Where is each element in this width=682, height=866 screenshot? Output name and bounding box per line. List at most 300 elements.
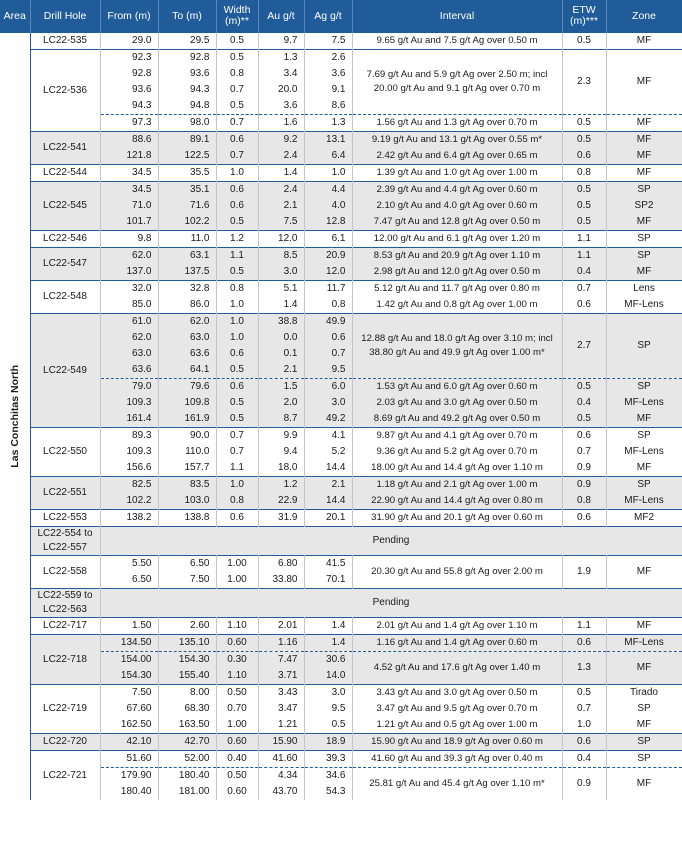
au-cell: 12.0 [258,231,304,248]
au-cell: 1.21 [258,717,304,734]
to-cell: 6.50 [158,556,216,573]
etw-cell: 0.6 [562,734,606,751]
from-cell: 5.50 [100,556,158,573]
to-cell: 135.10 [158,635,216,652]
etw-cell: 0.6 [562,297,606,314]
etw-cell: 0.6 [562,635,606,652]
drill-hole-cell [30,527,100,556]
au-cell: 5.1 [258,281,304,298]
drill-hole-cell: LC22-551 [30,477,100,510]
width-cell: 0.6 [216,132,258,149]
ag-cell: 9.5 [304,701,352,717]
width-cell: 0.6 [216,182,258,199]
from-cell: 42.10 [100,734,158,751]
zone-cell: MF [606,652,682,685]
zone-cell: MF [606,148,682,165]
from-cell: 63.0 [100,346,158,362]
to-cell: 180.40 [158,768,216,785]
zone-cell: MF [606,768,682,801]
ag-cell: 4.1 [304,428,352,445]
ag-cell: 14.0 [304,668,352,685]
ag-cell: 6.1 [304,231,352,248]
etw-cell: 0.7 [562,281,606,298]
to-cell: 63.6 [158,346,216,362]
etw-cell: 0.4 [562,264,606,281]
zone-cell: SP [606,182,682,199]
width-cell: 0.7 [216,428,258,445]
etw-cell: 0.4 [562,751,606,768]
zone-cell: MF-Lens [606,493,682,510]
table-row [0,264,682,281]
interval-cell: 18.00 g/t Au and 14.4 g/t Ag over 1.10 m [352,460,562,477]
au-cell: 38.8 [258,314,304,331]
table-row [0,50,682,67]
table-row [0,701,682,717]
zone-cell: MF [606,460,682,477]
au-cell: 41.60 [258,751,304,768]
interval-cell: 3.43 g/t Au and 3.0 g/t Ag over 0.50 m [352,685,562,702]
from-cell: 97.3 [100,115,158,132]
table-row [0,444,682,460]
ag-cell: 6.4 [304,148,352,165]
col-area: Area [0,0,30,33]
etw-cell: 0.7 [562,444,606,460]
zone-cell: MF [606,214,682,231]
hole-range-end: LC22-557 [43,542,87,553]
ag-cell: 0.7 [304,346,352,362]
to-cell: 163.50 [158,717,216,734]
zone-cell: Lens [606,281,682,298]
au-cell: 7.47 [258,652,304,669]
table-row [0,297,682,314]
col-from: From (m) [100,0,158,33]
drill-hole-cell: LC22-546 [30,231,100,248]
au-cell: 3.0 [258,264,304,281]
ag-cell: 7.5 [304,33,352,50]
interval-cell: 7.47 g/t Au and 12.8 g/t Ag over 0.50 m [352,214,562,231]
to-cell: 92.8 [158,50,216,67]
pending-cell: Pending [100,589,682,618]
table-row [0,477,682,494]
zone-cell: SP [606,734,682,751]
drill-hole-cell: LC22-721 [30,751,100,801]
to-cell: 52.00 [158,751,216,768]
etw-cell: 0.6 [562,428,606,445]
pending-cell: Pending [100,527,682,556]
etw-cell: 1.1 [562,248,606,265]
interval-cell: 1.21 g/t Au and 0.5 g/t Ag over 1.00 m [352,717,562,734]
from-cell: 63.6 [100,362,158,379]
drill-hole-cell: LC22-547 [30,248,100,281]
from-cell: 109.3 [100,395,158,411]
to-cell: 42.70 [158,734,216,751]
au-cell: 3.6 [258,98,304,115]
to-cell: 181.00 [158,784,216,800]
ag-cell: 9.5 [304,362,352,379]
ag-cell: 6.0 [304,379,352,396]
from-cell: 93.6 [100,82,158,98]
au-cell: 1.4 [258,297,304,314]
area-cell [0,33,30,801]
au-cell: 43.70 [258,784,304,800]
drill-hole-cell: LC22-558 [30,556,100,589]
interval-cell: 25.81 g/t Au and 45.4 g/t Ag over 1.10 m* [352,768,562,801]
zone-cell: MF [606,165,682,182]
au-cell: 1.5 [258,379,304,396]
etw-cell: 0.9 [562,477,606,494]
etw-cell: 1.0 [562,717,606,734]
zone-cell: MF [606,717,682,734]
etw-cell: 0.5 [562,182,606,199]
etw-cell: 1.1 [562,618,606,635]
au-cell: 33.80 [258,572,304,589]
width-cell: 0.5 [216,33,258,50]
interval-cell: 9.87 g/t Au and 4.1 g/t Ag over 0.70 m [352,428,562,445]
col-interval: Interval [352,0,562,33]
drill-hole-cell: LC22-535 [30,33,100,50]
ag-cell: 11.7 [304,281,352,298]
ag-cell: 20.1 [304,510,352,527]
to-cell: 93.6 [158,66,216,82]
au-cell: 22.9 [258,493,304,510]
to-cell: 138.8 [158,510,216,527]
table-row [0,411,682,428]
table-row [0,379,682,396]
au-cell: 2.4 [258,148,304,165]
zone-cell: MF2 [606,510,682,527]
etw-cell: 0.5 [562,198,606,214]
from-cell: 138.2 [100,510,158,527]
drill-hole-cell: LC22-719 [30,685,100,734]
ag-cell: 13.1 [304,132,352,149]
etw-cell: 0.5 [562,411,606,428]
ag-cell: 1.4 [304,618,352,635]
width-cell: 0.7 [216,115,258,132]
width-cell: 0.50 [216,685,258,702]
to-cell: 62.0 [158,314,216,331]
au-cell: 9.7 [258,33,304,50]
width-cell: 0.8 [216,281,258,298]
header-row [0,0,682,33]
interval-cell: 15.90 g/t Au and 18.9 g/t Ag over 0.60 m [352,734,562,751]
interval-cell: 1.42 g/t Au and 0.8 g/t Ag over 1.00 m [352,297,562,314]
width-cell: 1.1 [216,248,258,265]
from-cell: 137.0 [100,264,158,281]
to-cell: 8.00 [158,685,216,702]
from-cell: 7.50 [100,685,158,702]
table-row [0,510,682,527]
zone-cell: SP [606,379,682,396]
width-cell: 0.60 [216,635,258,652]
from-cell: 161.4 [100,411,158,428]
etw-cell: 0.5 [562,379,606,396]
width-cell: 1.00 [216,556,258,573]
etw-cell: 0.5 [562,115,606,132]
col-to: To (m) [158,0,216,33]
table-row [0,556,682,573]
width-cell: 0.70 [216,701,258,717]
interval-cell: 41.60 g/t Au and 39.3 g/t Ag over 0.40 m [352,751,562,768]
zone-cell: SP [606,428,682,445]
ag-cell: 3.0 [304,685,352,702]
table-row [0,33,682,50]
au-cell: 20.0 [258,82,304,98]
au-cell: 3.43 [258,685,304,702]
hole-range-start: LC22-554 to [37,528,93,539]
hole-range-start: LC22-559 to [37,590,93,601]
width-cell: 0.5 [216,411,258,428]
drill-hole-cell: LC22-536 [30,50,100,132]
table-row [0,165,682,182]
to-cell: 32.8 [158,281,216,298]
interval-cell: 8.69 g/t Au and 49.2 g/t Ag over 0.50 m [352,411,562,428]
to-cell: 89.1 [158,132,216,149]
hole-range-end: LC22-563 [43,604,87,615]
zone-cell: SP [606,248,682,265]
zone-cell: MF [606,411,682,428]
width-cell: 0.5 [216,50,258,67]
col-etw: ETW (m)*** [562,0,606,33]
width-cell: 0.8 [216,493,258,510]
interval-cell: 1.18 g/t Au and 2.1 g/t Ag over 1.00 m [352,477,562,494]
ag-cell: 70.1 [304,572,352,589]
au-cell: 9.9 [258,428,304,445]
to-cell: 71.6 [158,198,216,214]
table-row [0,685,682,702]
etw-cell: 0.9 [562,768,606,801]
drill-hole-cell: LC22-544 [30,165,100,182]
width-cell: 1.0 [216,330,258,346]
to-cell: 63.0 [158,330,216,346]
ag-cell: 30.6 [304,652,352,669]
zone-cell: MF-Lens [606,395,682,411]
to-cell: 157.7 [158,460,216,477]
ag-cell: 20.9 [304,248,352,265]
ag-cell: 1.4 [304,635,352,652]
interval-cell: 3.47 g/t Au and 9.5 g/t Ag over 0.70 m [352,701,562,717]
zone-cell: MF [606,618,682,635]
drill-hole-cell: LC22-720 [30,734,100,751]
zone-cell: MF [606,264,682,281]
table-row [0,635,682,652]
interval-cell: 1.39 g/t Au and 1.0 g/t Ag over 1.00 m [352,165,562,182]
width-cell: 0.7 [216,148,258,165]
ag-cell: 0.6 [304,330,352,346]
au-cell: 2.1 [258,198,304,214]
from-cell: 92.8 [100,66,158,82]
from-cell: 85.0 [100,297,158,314]
table-row [0,314,682,331]
etw-cell: 1.1 [562,231,606,248]
interval-cell: 2.42 g/t Au and 6.4 g/t Ag over 0.65 m [352,148,562,165]
to-cell: 94.8 [158,98,216,115]
drill-hole-cell: LC22-541 [30,132,100,165]
etw-cell: 0.8 [562,493,606,510]
width-cell: 0.60 [216,784,258,800]
from-cell: 102.2 [100,493,158,510]
interval-cell: 7.69 g/t Au and 5.9 g/t Ag over 2.50 m; incl 20.00 g/t Au and 9.1 g/t Ag over 0.70 m [352,50,562,115]
interval-cell: 2.03 g/t Au and 3.0 g/t Ag over 0.50 m [352,395,562,411]
zone-cell: MF [606,132,682,149]
au-cell: 15.90 [258,734,304,751]
ag-cell: 9.1 [304,82,352,98]
au-cell: 9.4 [258,444,304,460]
ag-cell: 3.6 [304,66,352,82]
width-cell: 0.5 [216,362,258,379]
interval-cell: 9.36 g/t Au and 5.2 g/t Ag over 0.70 m [352,444,562,460]
etw-cell: 0.5 [562,685,606,702]
width-cell: 1.00 [216,572,258,589]
etw-cell: 0.5 [562,132,606,149]
etw-cell: 0.6 [562,148,606,165]
table-row [0,148,682,165]
etw-cell: 0.8 [562,165,606,182]
to-cell: 98.0 [158,115,216,132]
table-row [0,428,682,445]
width-cell: 1.10 [216,618,258,635]
zone-cell: Tirado [606,685,682,702]
interval-cell: 5.12 g/t Au and 11.7 g/t Ag over 0.80 m [352,281,562,298]
interval-cell: 2.39 g/t Au and 4.4 g/t Ag over 0.60 m [352,182,562,199]
table-row [0,717,682,734]
ag-cell: 18.9 [304,734,352,751]
etw-cell: 2.7 [562,314,606,379]
ag-cell: 4.0 [304,198,352,214]
ag-cell: 49.9 [304,314,352,331]
width-cell: 0.6 [216,379,258,396]
ag-cell: 2.1 [304,477,352,494]
table-row [0,132,682,149]
drill-hole-cell: LC22-718 [30,635,100,685]
from-cell: 94.3 [100,98,158,115]
to-cell: 103.0 [158,493,216,510]
au-cell: 0.0 [258,330,304,346]
etw-cell: 0.5 [562,33,606,50]
to-cell: 90.0 [158,428,216,445]
au-cell: 8.7 [258,411,304,428]
width-cell: 0.7 [216,82,258,98]
to-cell: 35.5 [158,165,216,182]
ag-cell: 1.0 [304,165,352,182]
width-cell: 0.30 [216,652,258,669]
to-cell: 161.9 [158,411,216,428]
from-cell: 51.60 [100,751,158,768]
col-ag: Ag g/t [304,0,352,33]
from-cell: 162.50 [100,717,158,734]
ag-cell: 12.8 [304,214,352,231]
drill-hole-cell [30,589,100,618]
to-cell: 64.1 [158,362,216,379]
interval-cell: 2.98 g/t Au and 12.0 g/t Ag over 0.50 m [352,264,562,281]
interval-cell: 20.30 g/t Au and 55.8 g/t Ag over 2.00 m [352,556,562,589]
from-cell: 71.0 [100,198,158,214]
from-cell: 82.5 [100,477,158,494]
drill-hole-cell: LC22-553 [30,510,100,527]
to-cell: 35.1 [158,182,216,199]
to-cell: 110.0 [158,444,216,460]
from-cell: 134.50 [100,635,158,652]
table-row [0,734,682,751]
etw-cell: 0.4 [562,395,606,411]
zone-cell: MF-Lens [606,444,682,460]
au-cell: 31.9 [258,510,304,527]
table-row [0,460,682,477]
to-cell: 11.0 [158,231,216,248]
from-cell: 34.5 [100,182,158,199]
table-row [0,231,682,248]
to-cell: 68.30 [158,701,216,717]
from-cell: 88.6 [100,132,158,149]
table-row [0,395,682,411]
au-cell: 4.34 [258,768,304,785]
width-cell: 0.50 [216,768,258,785]
interval-cell: 2.01 g/t Au and 1.4 g/t Ag over 1.10 m [352,618,562,635]
au-cell: 2.01 [258,618,304,635]
interval-cell: 8.53 g/t Au and 20.9 g/t Ag over 1.10 m [352,248,562,265]
etw-cell: 1.9 [562,556,606,589]
ag-cell: 14.4 [304,460,352,477]
width-cell: 1.0 [216,314,258,331]
zone-cell: SP2 [606,198,682,214]
au-cell: 1.16 [258,635,304,652]
etw-cell: 0.9 [562,460,606,477]
interval-cell: 4.52 g/t Au and 17.6 g/t Ag over 1.40 m [352,652,562,685]
au-cell: 1.3 [258,50,304,67]
width-cell: 1.1 [216,460,258,477]
from-cell: 6.50 [100,572,158,589]
width-cell: 0.5 [216,395,258,411]
au-cell: 7.5 [258,214,304,231]
etw-cell: 0.6 [562,510,606,527]
interval-cell: 31.90 g/t Au and 20.1 g/t Ag over 0.60 m [352,510,562,527]
ag-cell: 2.6 [304,50,352,67]
from-cell: 9.8 [100,231,158,248]
etw-cell: 0.5 [562,214,606,231]
au-cell: 1.4 [258,165,304,182]
to-cell: 86.0 [158,297,216,314]
width-cell: 1.0 [216,297,258,314]
to-cell: 79.6 [158,379,216,396]
width-cell: 0.8 [216,66,258,82]
from-cell: 92.3 [100,50,158,67]
drill-hole-cell: LC22-548 [30,281,100,314]
table-row [0,618,682,635]
to-cell: 2.60 [158,618,216,635]
interval-cell: 9.65 g/t Au and 7.5 g/t Ag over 0.50 m [352,33,562,50]
zone-cell: MF [606,115,682,132]
to-cell: 155.40 [158,668,216,685]
width-cell: 1.00 [216,717,258,734]
table-row [0,214,682,231]
zone-cell: MF [606,556,682,589]
table-row [0,182,682,199]
au-cell: 6.80 [258,556,304,573]
zone-cell: SP [606,314,682,379]
au-cell: 0.1 [258,346,304,362]
from-cell: 32.0 [100,281,158,298]
from-cell: 67.60 [100,701,158,717]
width-cell: 0.6 [216,510,258,527]
interval-cell: 12.88 g/t Au and 18.0 g/t Ag over 3.10 m; incl 38.80 g/t Au and 49.9 g/t Ag over 1.00 m* [352,314,562,379]
width-cell: 0.5 [216,98,258,115]
to-cell: 83.5 [158,477,216,494]
width-cell: 1.10 [216,668,258,685]
table-row [0,198,682,214]
etw-cell: 1.3 [562,652,606,685]
ag-cell: 4.4 [304,182,352,199]
interval-cell: 1.16 g/t Au and 1.4 g/t Ag over 0.60 m [352,635,562,652]
width-cell: 0.60 [216,734,258,751]
